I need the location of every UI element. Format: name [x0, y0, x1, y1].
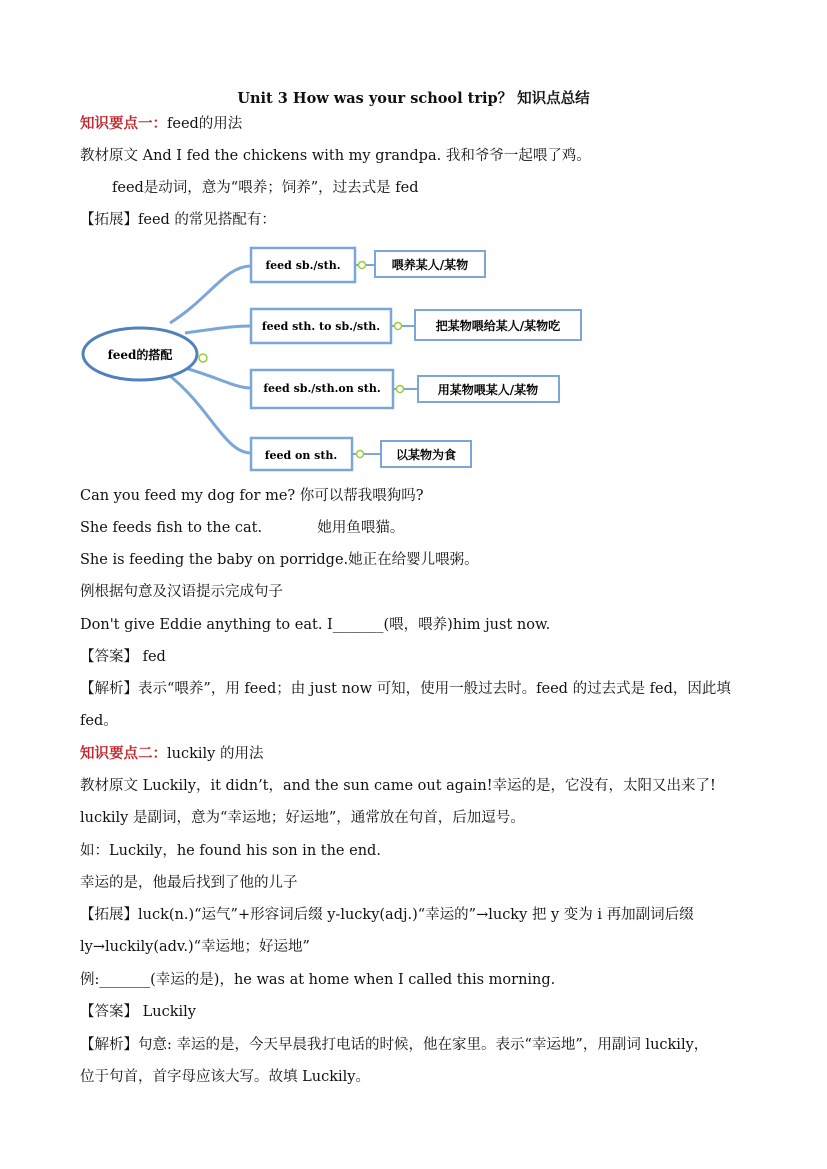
mindmap-center-label: feed的搭配	[107, 348, 173, 362]
point2-analysis-line-2: 位于句首，首字母应该大写。故填 Luckily。	[80, 1069, 370, 1085]
point1-example-1: Can you feed my dog for me? 你可以帮我喂狗吗?	[80, 488, 424, 504]
point2-expand-line-1: 【拓展】luck(n.)“运气”+形容词后缀 y-lucky(adj.)“幸运的”→lucky 把 y 变为 i 再加副词后缀	[80, 907, 694, 923]
point1-topic: feed的用法	[167, 116, 243, 132]
point1-expand: 【拓展】feed 的常见搭配有：	[80, 212, 276, 228]
mindmap-collapse-toggle[interactable]	[199, 354, 207, 362]
point1-original: 教材原文 And I fed the chickens with my grandpa. 我和爷爷一起喂了鸡。	[80, 148, 591, 164]
page-title: Unit 3 How was your school trip？ 知识点总结	[237, 90, 590, 107]
branch-toggle-4[interactable]	[357, 451, 364, 458]
mindmap-branch-phrase-4: feed on sth.	[264, 449, 338, 462]
mindmap-leaf-meaning-3: 用某物喂某人/某物	[437, 383, 539, 397]
branch-toggle-3[interactable]	[397, 386, 404, 393]
mindmap-leaf-meaning-2: 把某物喂给某人/某物吃	[435, 319, 561, 333]
point1-label: 知识要点一：	[80, 115, 167, 132]
point2-original: 教材原文 Luckily，it didn’t，and the sun came out again!幸运的是，它没有，太阳又出来了!	[80, 778, 716, 794]
point1-explain: feed是动词，意为“喂养；饲养”，过去式是 fed	[112, 180, 419, 196]
point2-question: 例:_______(幸运的是)，he was at home when I called this morning.	[80, 972, 556, 988]
point2-analysis-line-1: 【解析】句意: 幸运的是，今天早晨我打电话的时候，他在家里。表示“幸运地”，用副词 luckily，	[80, 1037, 709, 1053]
point1-analysis-line-2: fed。	[80, 713, 118, 729]
point2-answer: 【答案】 Luckily	[80, 1004, 196, 1020]
point1-task: 例根据句意及汉语提示完成句子	[80, 584, 283, 600]
mindmap-leaf-meaning-4: 以某物为食	[395, 448, 457, 462]
point1-answer: 【答案】 fed	[80, 649, 166, 665]
mindmap-branch-phrase-1: feed sb./sth.	[265, 259, 341, 272]
branch-toggle-1[interactable]	[359, 262, 366, 269]
point1-heading	[80, 114, 787, 134]
point2-example-cn: 幸运的是，他最后找到了他的儿子	[80, 875, 298, 891]
feed-mindmap	[75, 238, 595, 478]
point2-heading	[80, 744, 787, 764]
point1-example-3: She is feeding the baby on porridge.她正在给婴儿喂粥。	[80, 552, 479, 568]
branch-toggle-2[interactable]	[395, 323, 402, 330]
point1-question: Don't give Eddie anything to eat. I_______(喂，喂养)him just now.	[80, 617, 551, 633]
mindmap-leaf-meaning-1: 喂养某人/某物	[391, 258, 469, 272]
point2-example-en: 如：Luckily，he found his son in the end.	[80, 843, 381, 859]
point2-label: 知识要点二：	[80, 745, 167, 762]
point2-explain: luckily 是副词，意为“幸运地；好运地”，通常放在句首，后加逗号。	[80, 810, 525, 826]
point1-example-2: She feeds fish to the cat. 她用鱼喂猫。	[80, 520, 405, 536]
point1-analysis-line-1: 【解析】表示“喂养”，用 feed；由 just now 可知，使用一般过去时。feed 的过去式是 fed，因此填	[80, 681, 731, 697]
point2-topic: luckily 的用法	[167, 746, 264, 762]
mindmap-branch-phrase-2: feed sth. to sb./sth.	[261, 320, 381, 333]
point2-expand-line-2: ly→luckily(adv.)“幸运地；好运地”	[80, 939, 310, 955]
mindmap-branch-phrase-3: feed sb./sth.on sth.	[263, 382, 381, 395]
